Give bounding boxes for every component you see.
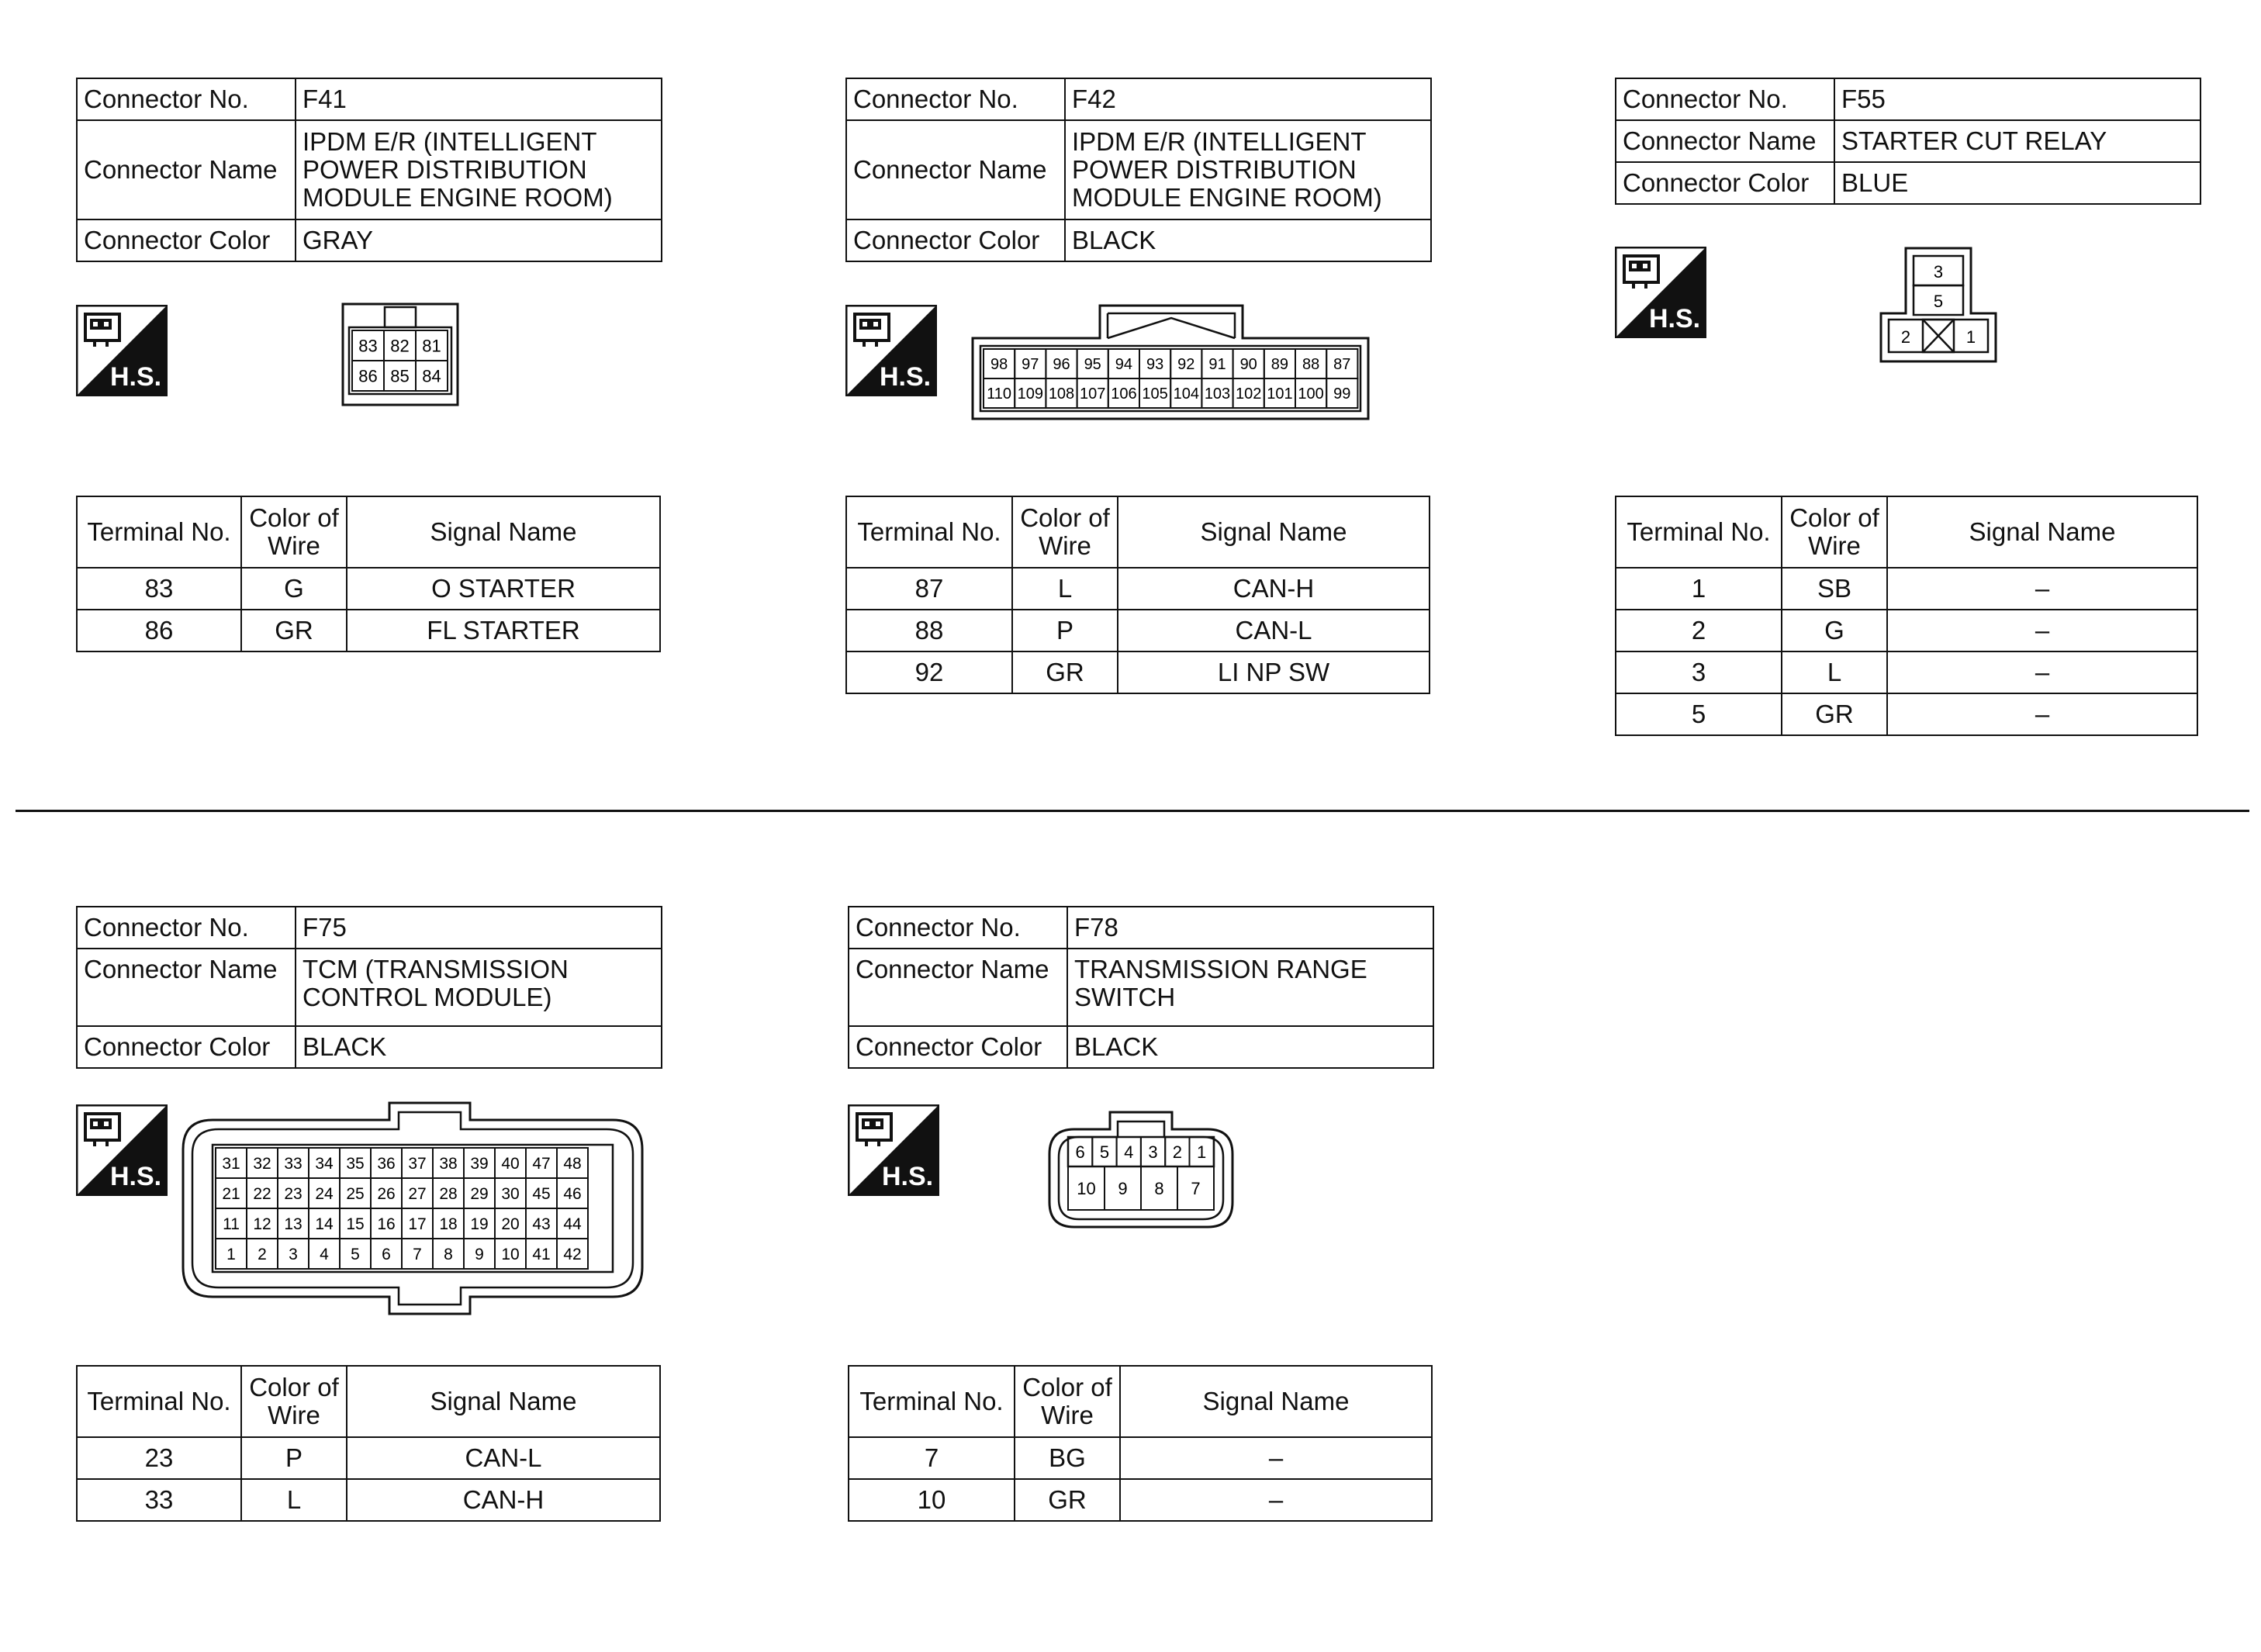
signal-name-cell: –: [1120, 1479, 1432, 1521]
harness-side-icon: [76, 305, 168, 396]
pin-label: 30: [501, 1185, 520, 1204]
pin-label: 23: [284, 1185, 303, 1204]
connector-color-value: BLUE: [1834, 162, 2200, 204]
connector-no-label: Connector No.: [849, 907, 1067, 949]
signal-name-header: Signal Name: [347, 1366, 660, 1437]
connector-name-value: TCM (TRANSMISSION CONTROL MODULE): [296, 949, 662, 1026]
table-row: [77, 610, 660, 651]
signal-name-header: Signal Name: [1118, 496, 1430, 568]
terminal-no-cell: 88: [846, 610, 1012, 651]
pin-label: 94: [1115, 356, 1133, 374]
terminal-no-header: Terminal No.: [849, 1366, 1015, 1437]
pin-label: 33: [284, 1155, 303, 1173]
connector-color-value: BLACK: [296, 1026, 662, 1068]
connector-f42-info: [845, 78, 1432, 262]
signal-name-cell: CAN-L: [347, 1437, 660, 1479]
pin-label: 3: [1148, 1142, 1158, 1162]
pin-label: 8: [1154, 1178, 1164, 1198]
pin-label: 40: [501, 1155, 520, 1173]
pin-label: 82: [390, 336, 410, 356]
table-row: [1616, 651, 2197, 693]
wire-color-cell: P: [1012, 610, 1118, 651]
terminal-table: [76, 496, 661, 652]
pin-label: 108: [1048, 385, 1075, 403]
terminal-no-header: Terminal No.: [846, 496, 1012, 568]
pin-label: 6: [1075, 1142, 1085, 1162]
pin-label: 16: [377, 1215, 396, 1234]
pin-label: 44: [563, 1215, 582, 1234]
signal-name-cell: –: [1887, 651, 2197, 693]
pin-label: 4: [1124, 1142, 1134, 1162]
pin-label: 8: [444, 1246, 453, 1264]
connector-f41-face: [341, 302, 459, 406]
table-row: [77, 1479, 660, 1521]
pin-label: 12: [253, 1215, 271, 1234]
connector-color-label: Connector Color: [849, 1026, 1067, 1068]
pin-label: 7: [1191, 1178, 1201, 1198]
connector-no-label: Connector No.: [77, 907, 296, 949]
terminal-table: [76, 1365, 661, 1522]
pin-label: 39: [470, 1155, 489, 1173]
table-row: [1616, 568, 2197, 610]
hs-label: H.S.: [110, 362, 162, 392]
terminal-no-cell: 7: [849, 1437, 1015, 1479]
color-of-wire-header: Color of Wire: [241, 1366, 347, 1437]
pin-label: 100: [1298, 385, 1324, 403]
pin-label: 83: [358, 336, 378, 356]
pin-label: 97: [1022, 356, 1039, 374]
signal-name-header: Signal Name: [1120, 1366, 1432, 1437]
pin-label: 46: [563, 1185, 582, 1204]
pin-label: 101: [1267, 385, 1293, 403]
signal-name-cell: CAN-H: [347, 1479, 660, 1521]
pin-label: 13: [284, 1215, 303, 1234]
pin-label: 89: [1271, 356, 1289, 374]
table-row: [846, 568, 1430, 610]
pin-label: 43: [532, 1215, 551, 1234]
signal-name-cell: FL STARTER: [347, 610, 660, 651]
pin-label: 20: [501, 1215, 520, 1234]
table-row: [846, 610, 1430, 651]
signal-name-cell: –: [1120, 1437, 1432, 1479]
pin-label: 18: [439, 1215, 458, 1234]
connector-name-label: Connector Name: [77, 120, 296, 219]
pin-label: 90: [1239, 356, 1257, 374]
signal-name-header: Signal Name: [1887, 496, 2197, 568]
table-row: [846, 651, 1430, 693]
pin-label: 5: [351, 1246, 360, 1264]
pin-label: 109: [1017, 385, 1043, 403]
pin-label: 103: [1204, 385, 1231, 403]
pin-label: 85: [390, 366, 410, 386]
connector-color-value: GRAY: [296, 219, 662, 261]
signal-name-cell: LI NP SW: [1118, 651, 1430, 693]
connector-f75-face: [182, 1101, 644, 1315]
connector-name-value: IPDM E/R (INTELLIGENT POWER DISTRIBUTION MODULE ENGINE ROOM): [1065, 120, 1431, 219]
pin-label: 35: [346, 1155, 365, 1173]
pin-label: 24: [315, 1185, 334, 1204]
connector-name-label: Connector Name: [77, 949, 296, 1026]
wire-color-cell: L: [1782, 651, 1887, 693]
pin-label: 38: [439, 1155, 458, 1173]
wire-color-cell: GR: [1782, 693, 1887, 735]
signal-name-cell: O STARTER: [347, 568, 660, 610]
pin-label: 104: [1173, 385, 1199, 403]
pin-label: 11: [223, 1215, 240, 1234]
connector-info-table: [1615, 78, 2201, 205]
terminal-no-header: Terminal No.: [1616, 496, 1782, 568]
pin-label: 47: [532, 1155, 551, 1173]
pin-label: 95: [1084, 356, 1101, 374]
terminal-no-header: Terminal No.: [77, 1366, 241, 1437]
signal-name-cell: CAN-H: [1118, 568, 1430, 610]
pin-label: 1: [226, 1246, 236, 1264]
pin-label: 32: [253, 1155, 271, 1173]
pin-label: 22: [253, 1185, 271, 1204]
connector-info-table: [848, 906, 1434, 1069]
connector-name-value: IPDM E/R (INTELLIGENT POWER DISTRIBUTION MODULE ENGINE ROOM): [296, 120, 662, 219]
wire-color-cell: GR: [241, 610, 347, 651]
connector-name-label: Connector Name: [846, 120, 1065, 219]
pin-label: 105: [1142, 385, 1168, 403]
connector-info-table: [76, 906, 662, 1069]
pin-label: 42: [563, 1246, 582, 1264]
table-row: [849, 1437, 1432, 1479]
connector-no-label: Connector No.: [1616, 78, 1834, 120]
connector-color-label: Connector Color: [77, 219, 296, 261]
hs-label: H.S.: [880, 362, 932, 392]
pin-label: 102: [1236, 385, 1262, 403]
terminal-no-cell: 10: [849, 1479, 1015, 1521]
signal-name-cell: –: [1887, 610, 2197, 651]
pin-label: 93: [1146, 356, 1164, 374]
pin-label: 19: [470, 1215, 489, 1234]
wire-color-cell: L: [1012, 568, 1118, 610]
connector-no-value: F78: [1067, 907, 1433, 949]
pin-label: 99: [1333, 385, 1351, 403]
connector-f41-terminals: [76, 496, 661, 652]
table-row: [77, 568, 660, 610]
wire-color-cell: L: [241, 1479, 347, 1521]
terminal-no-cell: 1: [1616, 568, 1782, 610]
pin-label: 2: [1172, 1142, 1182, 1162]
pin-label: 2: [1900, 327, 1911, 347]
pin-label: 84: [422, 366, 441, 386]
terminal-no-cell: 33: [77, 1479, 241, 1521]
table-row: [1616, 693, 2197, 735]
pin-label: 10: [501, 1246, 520, 1264]
connector-name-value: STARTER CUT RELAY: [1834, 120, 2200, 162]
table-row: [77, 1437, 660, 1479]
connector-name-label: Connector Name: [849, 949, 1067, 1026]
pin-label: 29: [470, 1185, 489, 1204]
connector-f75-info: [76, 906, 662, 1069]
pin-label: 26: [377, 1185, 396, 1204]
connector-f78-face: [1048, 1111, 1234, 1229]
pin-label: 10: [1077, 1178, 1096, 1198]
connector-f75-terminals: [76, 1365, 661, 1522]
pin-label: 98: [990, 356, 1008, 374]
connector-f41-info: [76, 78, 662, 262]
signal-name-cell: CAN-L: [1118, 610, 1430, 651]
harness-side-icon: [848, 1104, 939, 1196]
terminal-table: [1615, 496, 2198, 736]
pin-label: 3: [289, 1246, 298, 1264]
pin-label: 1: [1965, 327, 1976, 347]
connector-no-label: Connector No.: [77, 78, 296, 120]
terminal-no-cell: 92: [846, 651, 1012, 693]
pin-label: 4: [320, 1246, 329, 1264]
harness-side-icon: [845, 305, 937, 396]
hs-label: H.S.: [1649, 304, 1701, 334]
connector-color-label: Connector Color: [1616, 162, 1834, 204]
connector-no-value: F55: [1834, 78, 2200, 120]
pin-label: 28: [439, 1185, 458, 1204]
pin-label: 34: [315, 1155, 334, 1173]
connector-no-label: Connector No.: [846, 78, 1065, 120]
wire-color-cell: G: [241, 568, 347, 610]
pin-label: 48: [563, 1155, 582, 1173]
connector-name-label: Connector Name: [1616, 120, 1834, 162]
terminal-table: [848, 1365, 1433, 1522]
pin-label: 92: [1177, 356, 1195, 374]
connector-no-value: F41: [296, 78, 662, 120]
pin-label: 6: [382, 1246, 391, 1264]
connector-info-table: [76, 78, 662, 262]
pin-label: 41: [532, 1246, 551, 1264]
terminal-no-cell: 5: [1616, 693, 1782, 735]
terminal-no-cell: 83: [77, 568, 241, 610]
pin-label: 21: [222, 1185, 240, 1204]
color-of-wire-header: Color of Wire: [241, 496, 347, 568]
wire-color-cell: G: [1782, 610, 1887, 651]
pin-label: 14: [315, 1215, 334, 1234]
pin-label: 88: [1302, 356, 1320, 374]
pin-label: 81: [422, 336, 441, 356]
pin-label: 86: [358, 366, 378, 386]
terminal-no-cell: 3: [1616, 651, 1782, 693]
pin-label: 15: [346, 1215, 365, 1234]
pin-label: 110: [987, 385, 1012, 403]
pin-label: 31: [222, 1155, 240, 1173]
connector-f42-face: [971, 304, 1370, 420]
color-of-wire-header: Color of Wire: [1012, 496, 1118, 568]
pin-label: 9: [1118, 1178, 1128, 1198]
connector-color-label: Connector Color: [77, 1026, 296, 1068]
connector-no-value: F42: [1065, 78, 1431, 120]
wire-color-cell: GR: [1015, 1479, 1120, 1521]
terminal-no-cell: 2: [1616, 610, 1782, 651]
connector-info-table: [845, 78, 1432, 262]
signal-name-header: Signal Name: [347, 496, 660, 568]
harness-side-icon: [76, 1104, 168, 1196]
connector-f55-terminals: [1615, 496, 2198, 736]
pin-label: 36: [377, 1155, 396, 1173]
connector-f55-face: [1879, 247, 1997, 363]
connector-name-value: TRANSMISSION RANGE SWITCH: [1067, 949, 1433, 1026]
pin-label: 37: [408, 1155, 427, 1173]
wire-color-cell: P: [241, 1437, 347, 1479]
color-of-wire-header: Color of Wire: [1015, 1366, 1120, 1437]
pin-label: 25: [346, 1185, 365, 1204]
pin-label: 106: [1111, 385, 1137, 403]
connector-color-value: BLACK: [1065, 219, 1431, 261]
terminal-no-header: Terminal No.: [77, 496, 241, 568]
table-row: [849, 1479, 1432, 1521]
signal-name-cell: –: [1887, 568, 2197, 610]
terminal-no-cell: 23: [77, 1437, 241, 1479]
terminal-no-cell: 87: [846, 568, 1012, 610]
pin-label: 87: [1333, 356, 1351, 374]
pin-label: 27: [408, 1185, 427, 1204]
hs-label: H.S.: [110, 1162, 162, 1191]
harness-side-icon: [1615, 247, 1706, 338]
pin-label: 96: [1053, 356, 1070, 374]
pin-label: 91: [1208, 356, 1226, 374]
connector-f42-terminals: [845, 496, 1430, 694]
pin-label: 2: [258, 1246, 267, 1264]
connector-color-value: BLACK: [1067, 1026, 1433, 1068]
terminal-table: [845, 496, 1430, 694]
pin-label: 5: [1933, 292, 1944, 311]
wire-color-cell: BG: [1015, 1437, 1120, 1479]
signal-name-cell: –: [1887, 693, 2197, 735]
wire-color-cell: GR: [1012, 651, 1118, 693]
wire-color-cell: SB: [1782, 568, 1887, 610]
pin-label: 107: [1080, 385, 1106, 403]
connector-color-label: Connector Color: [846, 219, 1065, 261]
pin-label: 5: [1099, 1142, 1110, 1162]
terminal-no-cell: 86: [77, 610, 241, 651]
pin-label: 9: [475, 1246, 484, 1264]
pin-label: 17: [408, 1215, 427, 1234]
pin-label: 45: [532, 1185, 551, 1204]
connector-f78-terminals: [848, 1365, 1433, 1522]
connector-no-value: F75: [296, 907, 662, 949]
hs-label: H.S.: [882, 1162, 934, 1191]
color-of-wire-header: Color of Wire: [1782, 496, 1887, 568]
pin-label: 1: [1197, 1142, 1207, 1162]
connector-f55-info: [1615, 78, 2201, 205]
pin-label: 3: [1933, 262, 1944, 282]
pin-label: 7: [413, 1246, 422, 1264]
section-divider: [16, 810, 2249, 812]
connector-f78-info: [848, 906, 1434, 1069]
table-row: [1616, 610, 2197, 651]
